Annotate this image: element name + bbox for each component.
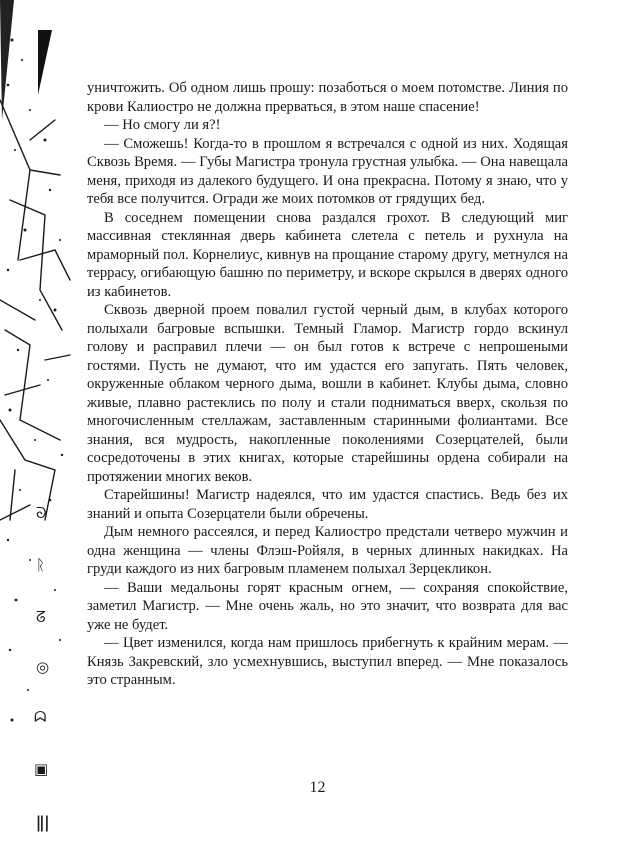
paragraph: — Но смогу ли я?!	[104, 117, 221, 133]
paragraph: — Цвет изменился, когда нам пришлось прибегнуть к крайним мерам. — Князь Закревский, зло усмехнувшись, выступил вперед. — Мне показалось это странным.	[87, 635, 568, 688]
svg-text:ᘐ: ᘐ	[36, 504, 47, 522]
svg-text:ǁǀ: ǁǀ	[36, 813, 50, 833]
paragraph: Старейшины! Магистр надеялся, что им удастся спастись. Ведь без их знаний и опыта Созерцатели были обречены.	[87, 487, 568, 522]
decorative-border-ornament	[0, 0, 80, 855]
svg-text:ᘔ: ᘔ	[36, 608, 46, 626]
paragraph: Сквозь дверной проем повалил густой черный дым, в клубах которого полыхали багровые вспышки. Темный Гламор. Магистр гордо вскинул голову и расправил плечи — он был готов к встрече с непрошеными гостями. Пусть не думают, что им удастся его запугать. Пять человек, окруженные облаком черного дыма, вошли в кабинет. Клубы дыма, словно живые, плавно растеклись по полу и стали подниматься вверх, скользя по многочисленным стеллажам, заставленным старинными фолиантами. Все знания, вся мудрость, накопленные поколениями Созерцателей, были сосредоточены в этих книгах, которые старейшины ордена собирали на протяжении многих веков.	[87, 302, 568, 485]
page-number: 12	[309, 779, 326, 796]
svg-text:ᗣ: ᗣ	[34, 708, 47, 726]
paragraph: Дым немного рассеялся, и перед Калиостро предстали четверо мужчин и одна женщина — члены Флэш-Ройяля, в черных длинных накидках. На груди каждого из них багровым пламенем полыхал Зерцекликон.	[87, 524, 568, 577]
paragraph: В соседнем помещении снова раздался грохот. В следующий миг массивная стеклянная дверь кабинета слетела с петель и рухнула на мраморный пол. Корнелиус, кивнув на прощание старому другу, метнулся на террасу, огибающую башню по периметру, и вскоре скрылся в дверях одного из кабинетов.	[87, 209, 568, 300]
svg-text:ᚱ: ᚱ	[36, 556, 46, 574]
page-body-text	[87, 79, 568, 690]
svg-text:▣: ▣	[34, 760, 49, 778]
paragraph: уничтожить. Об одном лишь прошу: позаботься о моем потомстве. Линия по крови Калиостро не должна прерваться, в этом наше спасение!	[87, 80, 568, 115]
svg-text:◎: ◎	[36, 658, 50, 676]
paragraph: — Ваши медальоны горят красным огнем, — сохраняя спокойствие, заметил Магистр. — Мне очень жаль, но это значит, что возврата для вас уже не будет.	[87, 579, 568, 633]
paragraph: — Сможешь! Когда-то в прошлом я встречался с одной из них. Ходящая Сквозь Время. — Губы Магистра тронула грустная улыбка. — Она навещала меня, приходя из далекого будущего. И она прекрасна. Потому я знаю, что у тебя все получится. Огради же моих потомков от грядущих бед.	[87, 135, 568, 207]
